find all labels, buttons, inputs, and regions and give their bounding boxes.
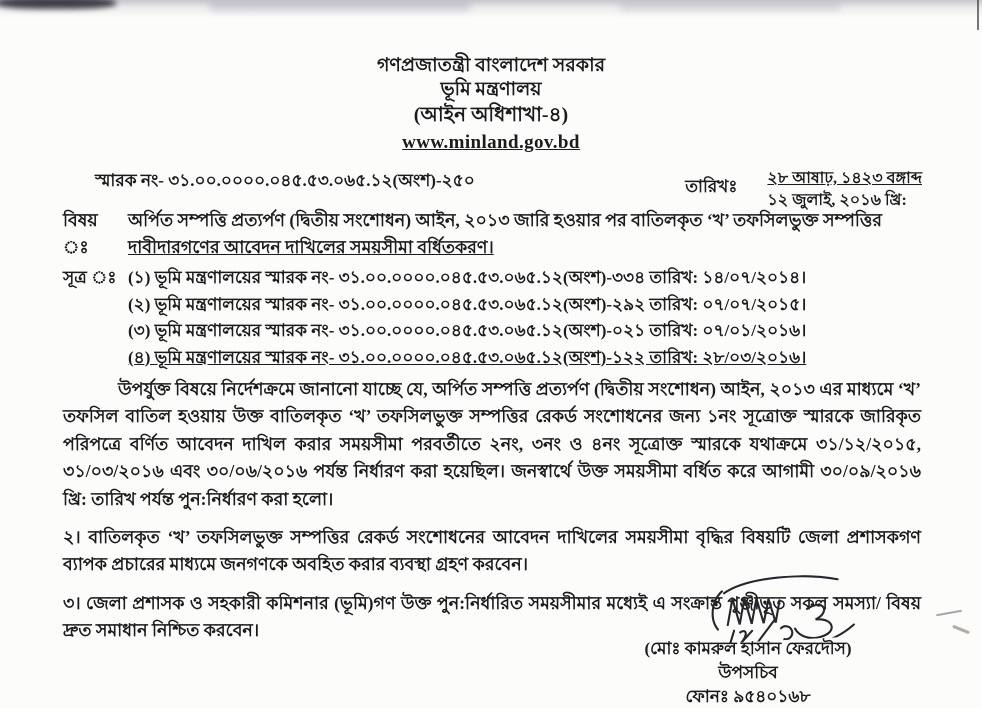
subject-line-2: দাবীদারগণের আবেদন দাখিলের সময়সীমা বর্ধিতকরণ। [128,236,494,257]
ministry-name: ভূমি মন্ত্রণালয় [440,79,542,100]
government-name: গণপ্রজাতন্ত্রী বাংলাদেশ সরকার [376,55,606,76]
body-paragraph-1: উপর্যুক্ত বিষয়ে নির্দেশক্রমে জানানো যাচ্ছে যে, অর্পিত সম্পত্তি প্রত্যর্পণ (দ্বিতীয় সংশোধন) আইন, ২০১৩ এর মাধ্যমে ‘খ’ তফসিল বাতিল হওয়ায় উক্ত বাতিলকৃত ‘খ’ তফসিলভুক্ত সম্পত্তির রেকর্ড সংশোধনের জন্য ১নং সূত্রোক্ত স্মারকে জারিকৃত পরিপত্রে বর্ণিত আবেদন দাখিল করার সময়সীমা পরবর্তীতে ২নং, ৩নং ও ৪নং সূত্রোক্ত স্মারকে যথাক্রমে ৩১/১২/২০১৫, ৩১/০৩/২০১৬ এবং ৩০/০৬/২০১৬ পর্যন্ত নির্ধারণ করা হয়েছিল। জনস্বার্থে উক্ত সময়সীমা বর্ধিত করে আগামী ৩০/০৯/২০১৬ খ্রি: তারিখ পর্যন্ত পুন:নির্ধারণ করা হলো। [63,379,921,509]
reference-item: (২) ভূমি মন্ত্রণালয়ের স্মারক নং- ৩১.০০.০০০০.০৪৫.৫৩.০৬৫.১২(অংশ)-২৯২ তারিখ: ০৭/০৭/২০১৫। [128,294,807,314]
body-paragraph-2: ২। বাতিলকৃত ‘খ’ তফসিলভুক্ত সম্পত্তির রেকর্ড সংশোধনের আবেদন দাখিলের সময়সীমা বৃদ্ধির বিষয়টি জেলা প্রশাসকগণ ব্যাপক প্রচারের মাধ্যমে জনগণকে অবহিত করার ব্যবস্থা গ্রহণ করবেন। [63,527,921,575]
references-block [63,265,946,371]
scan-artifact-pen-mark [936,610,962,616]
body-paragraph-3: ৩। জেলা প্রশাসক ও সহকারী কমিশনার (ভূমি)গণ উক্ত পুন:নির্ধারিত সময়সীমার মধ্যেই এ সংক্রান্ত পুঞ্জীভূত সকল সমস্যা/ বিষয় দ্রুত সমাধান নিশ্চিত করবেন। [63,592,921,641]
reference-item: (৪) ভূমি মন্ত্রণালয়ের স্মারক নং- ৩১.০০.০০০০.০৪৫.৫৩.০৬৫.১২(অংশ)-১২২ তারিখ: ২৮/০৩/২০১৬। [128,347,807,367]
section-name: (আইন অধিশাখা-৪) [413,104,569,126]
memo-value: ৩১.০০.০০০০.০৪৫.৫৩.০৬৫.১২(অংশ)-২৫০ [168,171,475,190]
ministry-website: www.minland.gov.bd [402,132,580,153]
memo-date-row [95,168,922,212]
signatory-phone: ফোনঃ ৯৫৪০১৬৮ [685,687,811,706]
reference-item: (৩) ভূমি মন্ত্রণালয়ের স্মারক নং- ৩১.০০.০০০০.০৪৫.৫৩.০৬৫.১২(অংশ)-০২১ তারিখ: ০৭/০১/২০১৬। [128,321,807,340]
signatory-name: (মোঃ কামরুল হাসান ফেরদৌস) [644,639,852,658]
scan-artifact-blotch [620,3,840,10]
subject-text [128,207,882,260]
date-gregorian-calendar: ১২ জুলাই, ২০১৬ খ্রি: [767,192,907,209]
scan-artifact-top-right-line [977,0,979,30]
subject-block [63,207,930,260]
references-label: সূত্র ঃ [63,268,117,287]
date-label: তারিখঃ [685,177,738,196]
date-block [767,168,922,212]
scan-artifact-blotch [210,2,470,10]
scan-artifact-top-left [0,0,116,9]
subject-line-1: অর্পিত সম্পত্তি প্রত্যর্পণ (দ্বিতীয় সংশোধন) আইন, ২০১৩ জারি হওয়ার পর বাতিলকৃত ‘খ’ তফসিলভুক্ত সম্পত্তির [128,210,882,230]
signature-block [590,578,906,708]
memo-label: স্মারক নং- [95,171,164,190]
letterhead [0,54,982,156]
references-list [128,265,806,371]
reference-item: (১) ভূমি মন্ত্রণালয়ের স্মারক নং- ৩১.০০.০০০০.০৪৫.৫৩.০৬৫.১২(অংশ)-৩৩৪ তারিখ: ১৪/০৭/২০১৪। [128,268,807,287]
scan-artifact-pen-mark [952,625,970,635]
date-bangla-calendar: ২৮ আষাঢ়, ১৪২৩ বঙ্গাব্দ [767,170,922,187]
subject-label: বিষয় ঃ [63,210,98,257]
signatory-designation: উপসচিব [718,663,778,682]
handwritten-signature-scribble [679,572,872,646]
memo-number [95,168,475,196]
